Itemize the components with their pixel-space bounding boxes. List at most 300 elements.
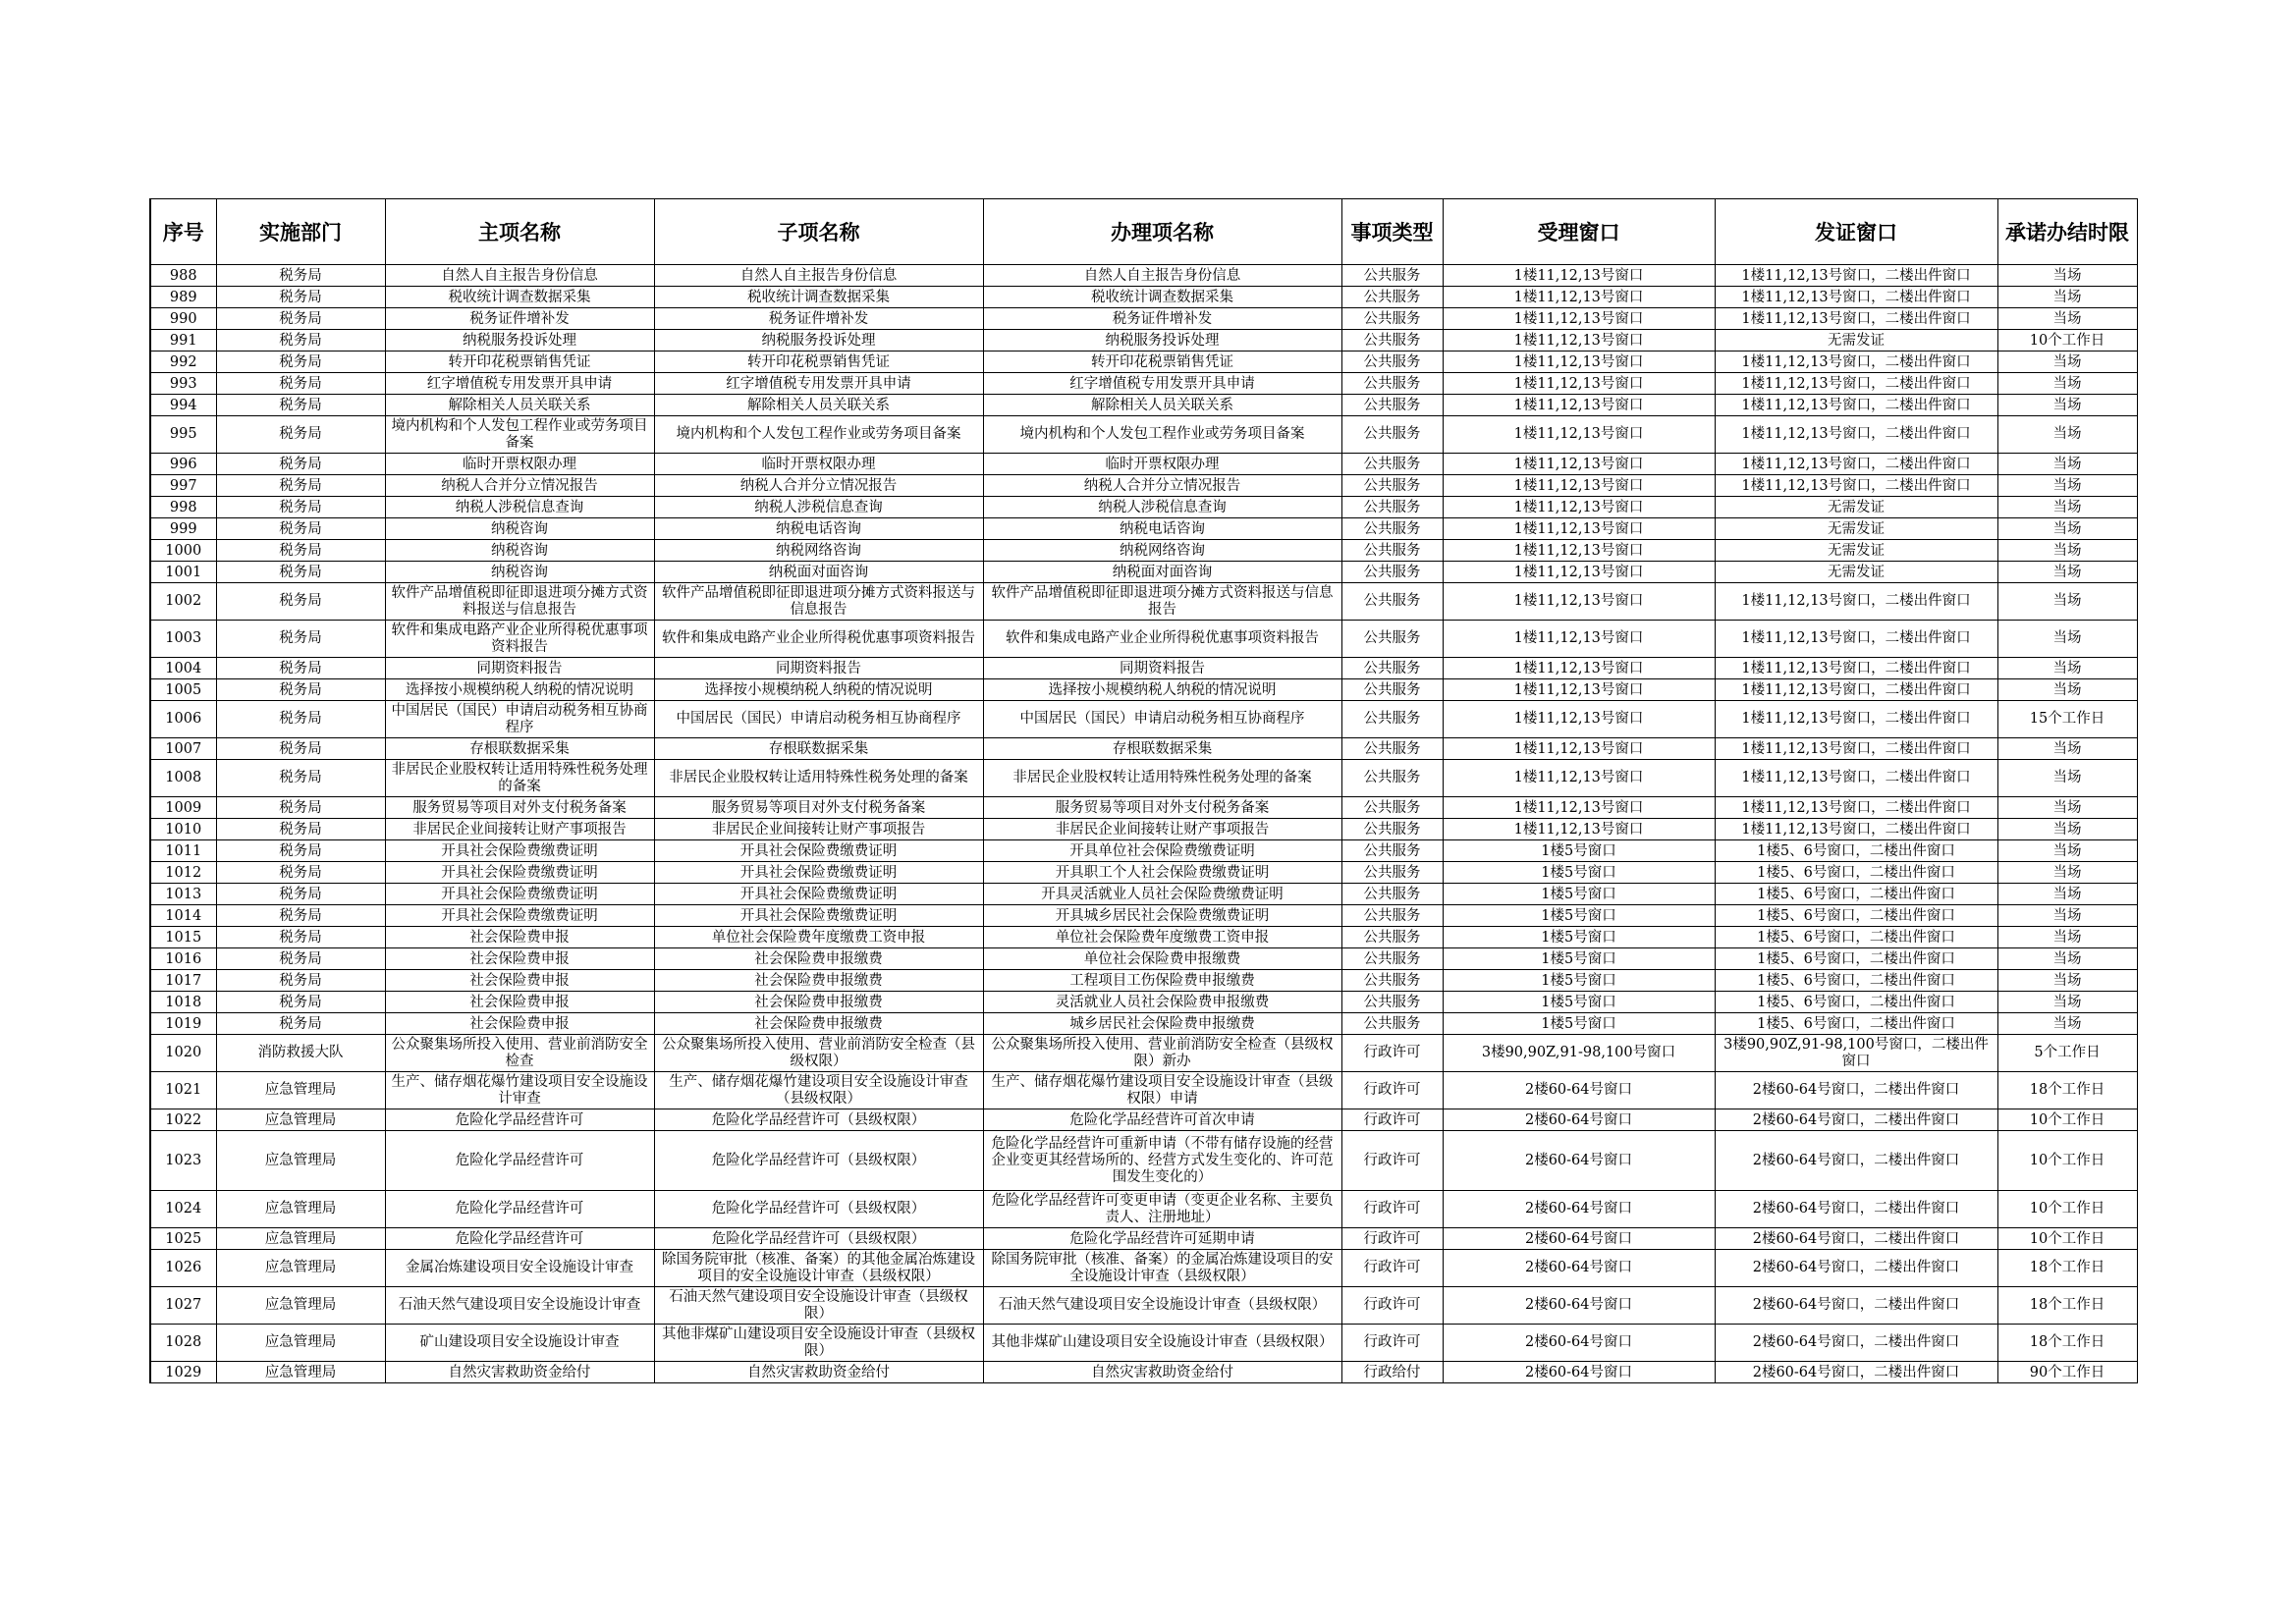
cell-issue-window: 无需发证	[1715, 562, 1997, 583]
cell-sub-item: 开具社会保险费缴费证明	[654, 905, 983, 927]
cell-handling-item: 危险化学品经营许可延期申请	[983, 1228, 1341, 1250]
cell-sub-item: 纳税人涉税信息查询	[654, 497, 983, 518]
cell-handling-item: 纳税人涉税信息查询	[983, 497, 1341, 518]
cell-handling-item: 危险化学品经营许可重新申请（不带有储存设施的经营企业变更其经营场所的、经营方式发生变化的、许可范围发生变化的）	[983, 1131, 1341, 1191]
cell-department: 税务局	[216, 265, 385, 287]
cell-department: 应急管理局	[216, 1228, 385, 1250]
cell-time-limit: 当场	[1997, 562, 2137, 583]
cell-department: 税务局	[216, 658, 385, 679]
table-row	[150, 840, 2137, 862]
cell-sub-item: 税务证件增补发	[654, 308, 983, 330]
table-row	[150, 621, 2137, 658]
cell-handling-item: 灵活就业人员社会保险费申报缴费	[983, 992, 1341, 1013]
cell-issue-window: 1楼11,12,13号窗口，二楼出件窗口	[1715, 658, 1997, 679]
cell-accept-window: 1楼11,12,13号窗口	[1443, 583, 1715, 621]
cell-accept-window: 1楼11,12,13号窗口	[1443, 679, 1715, 701]
cell-main-item: 社会保险费申报	[385, 948, 654, 970]
cell-time-limit: 10个工作日	[1997, 1191, 2137, 1228]
cell-sub-item: 自然灾害救助资金给付	[654, 1362, 983, 1383]
cell-main-item: 转开印花税票销售凭证	[385, 352, 654, 373]
cell-time-limit: 当场	[1997, 308, 2137, 330]
cell-issue-window: 1楼11,12,13号窗口，二楼出件窗口	[1715, 760, 1997, 797]
cell-main-item: 临时开票权限办理	[385, 454, 654, 475]
cell-department: 税务局	[216, 679, 385, 701]
cell-department: 税务局	[216, 352, 385, 373]
cell-serial: 1027	[150, 1287, 216, 1325]
table-row	[150, 1191, 2137, 1228]
col-header-issue-window: 发证窗口	[1715, 199, 1997, 265]
cell-sub-item: 税收统计调查数据采集	[654, 287, 983, 308]
cell-time-limit: 18个工作日	[1997, 1250, 2137, 1287]
cell-sub-item: 公众聚集场所投入使用、营业前消防安全检查（县级权限）	[654, 1035, 983, 1072]
cell-item-type: 行政许可	[1341, 1109, 1443, 1131]
cell-accept-window: 1楼5号窗口	[1443, 927, 1715, 948]
cell-department: 税务局	[216, 497, 385, 518]
cell-main-item: 税收统计调查数据采集	[385, 287, 654, 308]
cell-serial: 1007	[150, 738, 216, 760]
table-row	[150, 905, 2137, 927]
cell-item-type: 公共服务	[1341, 862, 1443, 884]
cell-sub-item: 软件产品增值税即征即退进项分摊方式资料报送与信息报告	[654, 583, 983, 621]
cell-time-limit: 当场	[1997, 395, 2137, 416]
cell-sub-item: 生产、储存烟花爆竹建设项目安全设施设计审查（县级权限）	[654, 1072, 983, 1109]
col-header-handling-item: 办理项名称	[983, 199, 1341, 265]
cell-department: 税务局	[216, 562, 385, 583]
cell-serial: 1001	[150, 562, 216, 583]
cell-accept-window: 1楼11,12,13号窗口	[1443, 760, 1715, 797]
cell-handling-item: 存根联数据采集	[983, 738, 1341, 760]
cell-time-limit: 10个工作日	[1997, 1228, 2137, 1250]
cell-serial: 1018	[150, 992, 216, 1013]
cell-time-limit: 5个工作日	[1997, 1035, 2137, 1072]
cell-item-type: 公共服务	[1341, 701, 1443, 738]
table-row	[150, 497, 2137, 518]
cell-sub-item: 存根联数据采集	[654, 738, 983, 760]
cell-sub-item: 中国居民（国民）申请启动税务相互协商程序	[654, 701, 983, 738]
cell-issue-window: 2楼60-64号窗口，二楼出件窗口	[1715, 1250, 1997, 1287]
cell-serial: 1028	[150, 1325, 216, 1362]
cell-item-type: 公共服务	[1341, 416, 1443, 454]
service-items-table	[149, 198, 2138, 1383]
cell-main-item: 中国居民（国民）申请启动税务相互协商程序	[385, 701, 654, 738]
cell-handling-item: 危险化学品经营许可变更申请（变更企业名称、主要负责人、注册地址）	[983, 1191, 1341, 1228]
cell-issue-window: 1楼11,12,13号窗口，二楼出件窗口	[1715, 373, 1997, 395]
cell-serial: 1025	[150, 1228, 216, 1250]
cell-department: 税务局	[216, 540, 385, 562]
cell-department: 税务局	[216, 992, 385, 1013]
table-row	[150, 819, 2137, 840]
cell-time-limit: 当场	[1997, 454, 2137, 475]
cell-accept-window: 1楼5号窗口	[1443, 905, 1715, 927]
cell-time-limit: 当场	[1997, 583, 2137, 621]
cell-department: 税务局	[216, 738, 385, 760]
cell-accept-window: 1楼11,12,13号窗口	[1443, 395, 1715, 416]
cell-time-limit: 当场	[1997, 862, 2137, 884]
cell-issue-window: 1楼11,12,13号窗口，二楼出件窗口	[1715, 797, 1997, 819]
cell-handling-item: 红字增值税专用发票开具申请	[983, 373, 1341, 395]
cell-handling-item: 开具单位社会保险费缴费证明	[983, 840, 1341, 862]
cell-item-type: 公共服务	[1341, 992, 1443, 1013]
cell-main-item: 税务证件增补发	[385, 308, 654, 330]
cell-department: 税务局	[216, 948, 385, 970]
cell-department: 税务局	[216, 308, 385, 330]
cell-department: 税务局	[216, 287, 385, 308]
cell-handling-item: 开具城乡居民社会保险费缴费证明	[983, 905, 1341, 927]
cell-main-item: 解除相关人员关联关系	[385, 395, 654, 416]
cell-time-limit: 当场	[1997, 497, 2137, 518]
cell-item-type: 公共服务	[1341, 738, 1443, 760]
table-row	[150, 1325, 2137, 1362]
cell-accept-window: 1楼11,12,13号窗口	[1443, 352, 1715, 373]
cell-time-limit: 10个工作日	[1997, 1109, 2137, 1131]
cell-handling-item: 纳税面对面咨询	[983, 562, 1341, 583]
cell-serial: 995	[150, 416, 216, 454]
cell-main-item: 纳税服务投诉处理	[385, 330, 654, 352]
cell-issue-window: 1楼11,12,13号窗口，二楼出件窗口	[1715, 701, 1997, 738]
table-row	[150, 475, 2137, 497]
cell-item-type: 公共服务	[1341, 497, 1443, 518]
cell-handling-item: 纳税服务投诉处理	[983, 330, 1341, 352]
cell-main-item: 境内机构和个人发包工程作业或劳务项目备案	[385, 416, 654, 454]
cell-time-limit: 当场	[1997, 797, 2137, 819]
cell-issue-window: 1楼11,12,13号窗口，二楼出件窗口	[1715, 287, 1997, 308]
cell-accept-window: 1楼11,12,13号窗口	[1443, 416, 1715, 454]
cell-accept-window: 1楼11,12,13号窗口	[1443, 330, 1715, 352]
cell-issue-window: 1楼5、6号窗口，二楼出件窗口	[1715, 948, 1997, 970]
cell-sub-item: 危险化学品经营许可（县级权限）	[654, 1191, 983, 1228]
cell-department: 消防救援大队	[216, 1035, 385, 1072]
cell-sub-item: 其他非煤矿山建设项目安全设施设计审查（县级权限）	[654, 1325, 983, 1362]
cell-sub-item: 非居民企业股权转让适用特殊性税务处理的备案	[654, 760, 983, 797]
cell-serial: 991	[150, 330, 216, 352]
cell-serial: 1017	[150, 970, 216, 992]
cell-sub-item: 危险化学品经营许可（县级权限）	[654, 1131, 983, 1191]
cell-sub-item: 开具社会保险费缴费证明	[654, 840, 983, 862]
cell-accept-window: 1楼11,12,13号窗口	[1443, 658, 1715, 679]
cell-serial: 1016	[150, 948, 216, 970]
cell-sub-item: 社会保险费申报缴费	[654, 992, 983, 1013]
cell-time-limit: 当场	[1997, 679, 2137, 701]
cell-accept-window: 2楼60-64号窗口	[1443, 1362, 1715, 1383]
table-row	[150, 395, 2137, 416]
cell-handling-item: 危险化学品经营许可首次申请	[983, 1109, 1341, 1131]
cell-handling-item: 公众聚集场所投入使用、营业前消防安全检查（县级权限）新办	[983, 1035, 1341, 1072]
cell-time-limit: 18个工作日	[1997, 1287, 2137, 1325]
cell-time-limit: 90个工作日	[1997, 1362, 2137, 1383]
cell-accept-window: 1楼11,12,13号窗口	[1443, 497, 1715, 518]
cell-handling-item: 非居民企业间接转让财产事项报告	[983, 819, 1341, 840]
cell-main-item: 非居民企业间接转让财产事项报告	[385, 819, 654, 840]
cell-item-type: 公共服务	[1341, 265, 1443, 287]
cell-accept-window: 2楼60-64号窗口	[1443, 1287, 1715, 1325]
cell-department: 税务局	[216, 701, 385, 738]
cell-department: 税务局	[216, 1013, 385, 1035]
cell-main-item: 开具社会保险费缴费证明	[385, 840, 654, 862]
cell-serial: 1000	[150, 540, 216, 562]
cell-time-limit: 当场	[1997, 970, 2137, 992]
cell-issue-window: 1楼11,12,13号窗口，二楼出件窗口	[1715, 352, 1997, 373]
cell-issue-window: 1楼5、6号窗口，二楼出件窗口	[1715, 992, 1997, 1013]
cell-time-limit: 10个工作日	[1997, 1131, 2137, 1191]
cell-main-item: 社会保险费申报	[385, 992, 654, 1013]
cell-item-type: 行政许可	[1341, 1325, 1443, 1362]
cell-accept-window: 1楼5号窗口	[1443, 992, 1715, 1013]
cell-issue-window: 2楼60-64号窗口，二楼出件窗口	[1715, 1228, 1997, 1250]
col-header-main-item: 主项名称	[385, 199, 654, 265]
cell-item-type: 公共服务	[1341, 621, 1443, 658]
table-row	[150, 738, 2137, 760]
cell-department: 税务局	[216, 583, 385, 621]
cell-time-limit: 当场	[1997, 840, 2137, 862]
cell-accept-window: 2楼60-64号窗口	[1443, 1325, 1715, 1362]
cell-accept-window: 1楼11,12,13号窗口	[1443, 819, 1715, 840]
cell-item-type: 公共服务	[1341, 658, 1443, 679]
cell-issue-window: 1楼11,12,13号窗口，二楼出件窗口	[1715, 583, 1997, 621]
cell-handling-item: 选择按小规模纳税人纳税的情况说明	[983, 679, 1341, 701]
cell-serial: 1004	[150, 658, 216, 679]
col-header-accept-window: 受理窗口	[1443, 199, 1715, 265]
cell-sub-item: 社会保险费申报缴费	[654, 948, 983, 970]
cell-accept-window: 1楼11,12,13号窗口	[1443, 475, 1715, 497]
cell-serial: 1015	[150, 927, 216, 948]
cell-time-limit: 当场	[1997, 760, 2137, 797]
cell-handling-item: 税务证件增补发	[983, 308, 1341, 330]
table-row	[150, 927, 2137, 948]
table-row	[150, 1362, 2137, 1383]
cell-serial: 990	[150, 308, 216, 330]
cell-sub-item: 社会保险费申报缴费	[654, 1013, 983, 1035]
cell-handling-item: 除国务院审批（核准、备案）的金属冶炼建设项目的安全设施设计审查（县级权限）	[983, 1250, 1341, 1287]
cell-main-item: 危险化学品经营许可	[385, 1109, 654, 1131]
cell-item-type: 行政许可	[1341, 1131, 1443, 1191]
table-row	[150, 308, 2137, 330]
table-row	[150, 884, 2137, 905]
cell-serial: 1003	[150, 621, 216, 658]
cell-main-item: 纳税咨询	[385, 562, 654, 583]
cell-time-limit: 当场	[1997, 738, 2137, 760]
cell-accept-window: 2楼60-64号窗口	[1443, 1109, 1715, 1131]
cell-item-type: 公共服务	[1341, 373, 1443, 395]
cell-serial: 1009	[150, 797, 216, 819]
cell-item-type: 公共服务	[1341, 540, 1443, 562]
cell-main-item: 纳税咨询	[385, 518, 654, 540]
cell-sub-item: 纳税网络咨询	[654, 540, 983, 562]
cell-serial: 1026	[150, 1250, 216, 1287]
cell-time-limit: 当场	[1997, 373, 2137, 395]
cell-handling-item: 其他非煤矿山建设项目安全设施设计审查（县级权限）	[983, 1325, 1341, 1362]
cell-issue-window: 1楼11,12,13号窗口，二楼出件窗口	[1715, 621, 1997, 658]
cell-department: 税务局	[216, 475, 385, 497]
cell-item-type: 公共服务	[1341, 454, 1443, 475]
table-row	[150, 518, 2137, 540]
cell-accept-window: 1楼5号窗口	[1443, 970, 1715, 992]
cell-department: 税务局	[216, 819, 385, 840]
cell-accept-window: 1楼5号窗口	[1443, 948, 1715, 970]
cell-serial: 1019	[150, 1013, 216, 1035]
cell-sub-item: 红字增值税专用发票开具申请	[654, 373, 983, 395]
cell-time-limit: 当场	[1997, 1013, 2137, 1035]
cell-issue-window: 2楼60-64号窗口，二楼出件窗口	[1715, 1191, 1997, 1228]
cell-main-item: 社会保险费申报	[385, 1013, 654, 1035]
cell-time-limit: 当场	[1997, 518, 2137, 540]
cell-handling-item: 转开印花税票销售凭证	[983, 352, 1341, 373]
cell-serial: 999	[150, 518, 216, 540]
col-header-item-type: 事项类型	[1341, 199, 1443, 265]
cell-serial: 988	[150, 265, 216, 287]
cell-sub-item: 纳税电话咨询	[654, 518, 983, 540]
cell-accept-window: 1楼11,12,13号窗口	[1443, 518, 1715, 540]
table-row	[150, 760, 2137, 797]
cell-issue-window: 1楼11,12,13号窗口，二楼出件窗口	[1715, 738, 1997, 760]
cell-serial: 1008	[150, 760, 216, 797]
cell-accept-window: 2楼60-64号窗口	[1443, 1228, 1715, 1250]
cell-handling-item: 自然人自主报告身份信息	[983, 265, 1341, 287]
table-row	[150, 797, 2137, 819]
cell-main-item: 纳税咨询	[385, 540, 654, 562]
cell-sub-item: 临时开票权限办理	[654, 454, 983, 475]
cell-serial: 1012	[150, 862, 216, 884]
cell-time-limit: 当场	[1997, 621, 2137, 658]
table-row	[150, 1228, 2137, 1250]
cell-main-item: 非居民企业股权转让适用特殊性税务处理的备案	[385, 760, 654, 797]
cell-accept-window: 1楼11,12,13号窗口	[1443, 797, 1715, 819]
cell-sub-item: 解除相关人员关联关系	[654, 395, 983, 416]
table-row	[150, 1013, 2137, 1035]
cell-sub-item: 境内机构和个人发包工程作业或劳务项目备案	[654, 416, 983, 454]
cell-issue-window: 1楼5、6号窗口，二楼出件窗口	[1715, 927, 1997, 948]
cell-main-item: 开具社会保险费缴费证明	[385, 884, 654, 905]
cell-handling-item: 境内机构和个人发包工程作业或劳务项目备案	[983, 416, 1341, 454]
cell-issue-window: 1楼11,12,13号窗口，二楼出件窗口	[1715, 265, 1997, 287]
cell-main-item: 危险化学品经营许可	[385, 1228, 654, 1250]
cell-time-limit: 当场	[1997, 352, 2137, 373]
cell-handling-item: 税收统计调查数据采集	[983, 287, 1341, 308]
cell-handling-item: 纳税网络咨询	[983, 540, 1341, 562]
cell-sub-item: 石油天然气建设项目安全设施设计审查（县级权限）	[654, 1287, 983, 1325]
cell-accept-window: 1楼5号窗口	[1443, 862, 1715, 884]
cell-handling-item: 纳税人合并分立情况报告	[983, 475, 1341, 497]
table-row	[150, 454, 2137, 475]
table-row	[150, 679, 2137, 701]
table-row	[150, 583, 2137, 621]
cell-sub-item: 软件和集成电路产业企业所得税优惠事项资料报告	[654, 621, 983, 658]
cell-main-item: 自然灾害救助资金给付	[385, 1362, 654, 1383]
cell-main-item: 开具社会保险费缴费证明	[385, 905, 654, 927]
cell-sub-item: 纳税人合并分立情况报告	[654, 475, 983, 497]
cell-main-item: 石油天然气建设项目安全设施设计审查	[385, 1287, 654, 1325]
cell-serial: 1029	[150, 1362, 216, 1383]
cell-serial: 1002	[150, 583, 216, 621]
service-list-sheet	[149, 198, 2136, 1383]
cell-main-item: 社会保险费申报	[385, 927, 654, 948]
cell-item-type: 行政许可	[1341, 1191, 1443, 1228]
cell-main-item: 危险化学品经营许可	[385, 1131, 654, 1191]
cell-department: 应急管理局	[216, 1325, 385, 1362]
cell-issue-window: 1楼11,12,13号窗口，二楼出件窗口	[1715, 308, 1997, 330]
cell-time-limit: 当场	[1997, 948, 2137, 970]
cell-sub-item: 选择按小规模纳税人纳税的情况说明	[654, 679, 983, 701]
cell-issue-window: 1楼5、6号窗口，二楼出件窗口	[1715, 862, 1997, 884]
cell-accept-window: 1楼11,12,13号窗口	[1443, 562, 1715, 583]
cell-issue-window: 无需发证	[1715, 497, 1997, 518]
cell-serial: 1022	[150, 1109, 216, 1131]
cell-time-limit: 当场	[1997, 475, 2137, 497]
cell-serial: 998	[150, 497, 216, 518]
cell-department: 税务局	[216, 395, 385, 416]
cell-department: 税务局	[216, 970, 385, 992]
cell-issue-window: 1楼11,12,13号窗口，二楼出件窗口	[1715, 819, 1997, 840]
cell-department: 税务局	[216, 373, 385, 395]
cell-department: 税务局	[216, 905, 385, 927]
cell-item-type: 公共服务	[1341, 819, 1443, 840]
cell-sub-item: 纳税服务投诉处理	[654, 330, 983, 352]
cell-accept-window: 1楼11,12,13号窗口	[1443, 287, 1715, 308]
cell-serial: 1021	[150, 1072, 216, 1109]
cell-issue-window: 1楼11,12,13号窗口，二楼出件窗口	[1715, 416, 1997, 454]
cell-accept-window: 2楼60-64号窗口	[1443, 1131, 1715, 1191]
cell-item-type: 行政给付	[1341, 1362, 1443, 1383]
table-row	[150, 287, 2137, 308]
col-header-serial: 序号	[150, 199, 216, 265]
cell-department: 税务局	[216, 760, 385, 797]
cell-item-type: 公共服务	[1341, 760, 1443, 797]
cell-item-type: 行政许可	[1341, 1035, 1443, 1072]
cell-item-type: 公共服务	[1341, 330, 1443, 352]
cell-item-type: 公共服务	[1341, 287, 1443, 308]
table-row	[150, 1035, 2137, 1072]
cell-item-type: 公共服务	[1341, 518, 1443, 540]
cell-issue-window: 2楼60-64号窗口，二楼出件窗口	[1715, 1072, 1997, 1109]
cell-issue-window: 1楼11,12,13号窗口，二楼出件窗口	[1715, 454, 1997, 475]
cell-accept-window: 1楼11,12,13号窗口	[1443, 701, 1715, 738]
cell-item-type: 公共服务	[1341, 948, 1443, 970]
cell-time-limit: 10个工作日	[1997, 330, 2137, 352]
cell-main-item: 公众聚集场所投入使用、营业前消防安全检查	[385, 1035, 654, 1072]
cell-issue-window: 2楼60-64号窗口，二楼出件窗口	[1715, 1287, 1997, 1325]
cell-item-type: 公共服务	[1341, 905, 1443, 927]
cell-department: 税务局	[216, 330, 385, 352]
table-header-row	[150, 199, 2137, 265]
cell-department: 税务局	[216, 862, 385, 884]
cell-serial: 994	[150, 395, 216, 416]
cell-main-item: 纳税人合并分立情况报告	[385, 475, 654, 497]
table-body	[150, 265, 2137, 1383]
cell-main-item: 社会保险费申报	[385, 970, 654, 992]
cell-main-item: 软件产品增值税即征即退进项分摊方式资料报送与信息报告	[385, 583, 654, 621]
cell-time-limit: 当场	[1997, 658, 2137, 679]
table-row	[150, 1287, 2137, 1325]
cell-time-limit: 当场	[1997, 884, 2137, 905]
col-header-department: 实施部门	[216, 199, 385, 265]
cell-serial: 992	[150, 352, 216, 373]
table-row	[150, 1250, 2137, 1287]
cell-main-item: 生产、储存烟花爆竹建设项目安全设施设计审查	[385, 1072, 654, 1109]
cell-handling-item: 解除相关人员关联关系	[983, 395, 1341, 416]
cell-item-type: 行政许可	[1341, 1250, 1443, 1287]
cell-department: 应急管理局	[216, 1362, 385, 1383]
cell-sub-item: 单位社会保险费年度缴费工资申报	[654, 927, 983, 948]
cell-handling-item: 开具职工个人社会保险费缴费证明	[983, 862, 1341, 884]
cell-item-type: 公共服务	[1341, 797, 1443, 819]
cell-time-limit: 当场	[1997, 927, 2137, 948]
cell-accept-window: 3楼90,90Z,91-98,100号窗口	[1443, 1035, 1715, 1072]
cell-department: 税务局	[216, 454, 385, 475]
cell-department: 税务局	[216, 840, 385, 862]
col-header-sub-item: 子项名称	[654, 199, 983, 265]
cell-main-item: 服务贸易等项目对外支付税务备案	[385, 797, 654, 819]
cell-serial: 1011	[150, 840, 216, 862]
cell-issue-window: 1楼5、6号窗口，二楼出件窗口	[1715, 840, 1997, 862]
